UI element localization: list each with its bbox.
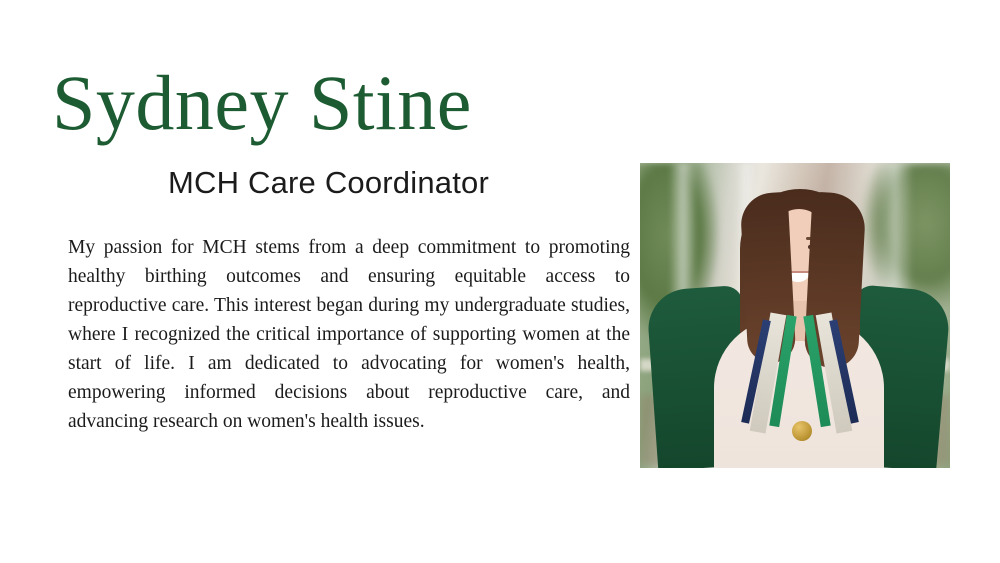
photo-subject bbox=[640, 163, 950, 468]
page-title: Sydney Stine bbox=[52, 59, 472, 146]
role-subtitle: MCH Care Coordinator bbox=[168, 165, 489, 200]
bio-paragraph: My passion for MCH stems from a deep commitment to promoting healthy birthing outcomes and ensuring equitable access to reproductive care. This interest began during my undergraduate studies, where I recognized the critical importance of supporting women at the start of life. I am dedicated to advocating for women's health, empowering informed decisions about reproductive care, and advancing research on women's health issues. bbox=[68, 237, 630, 432]
medal-icon bbox=[792, 421, 812, 441]
portrait-photo bbox=[640, 163, 950, 468]
